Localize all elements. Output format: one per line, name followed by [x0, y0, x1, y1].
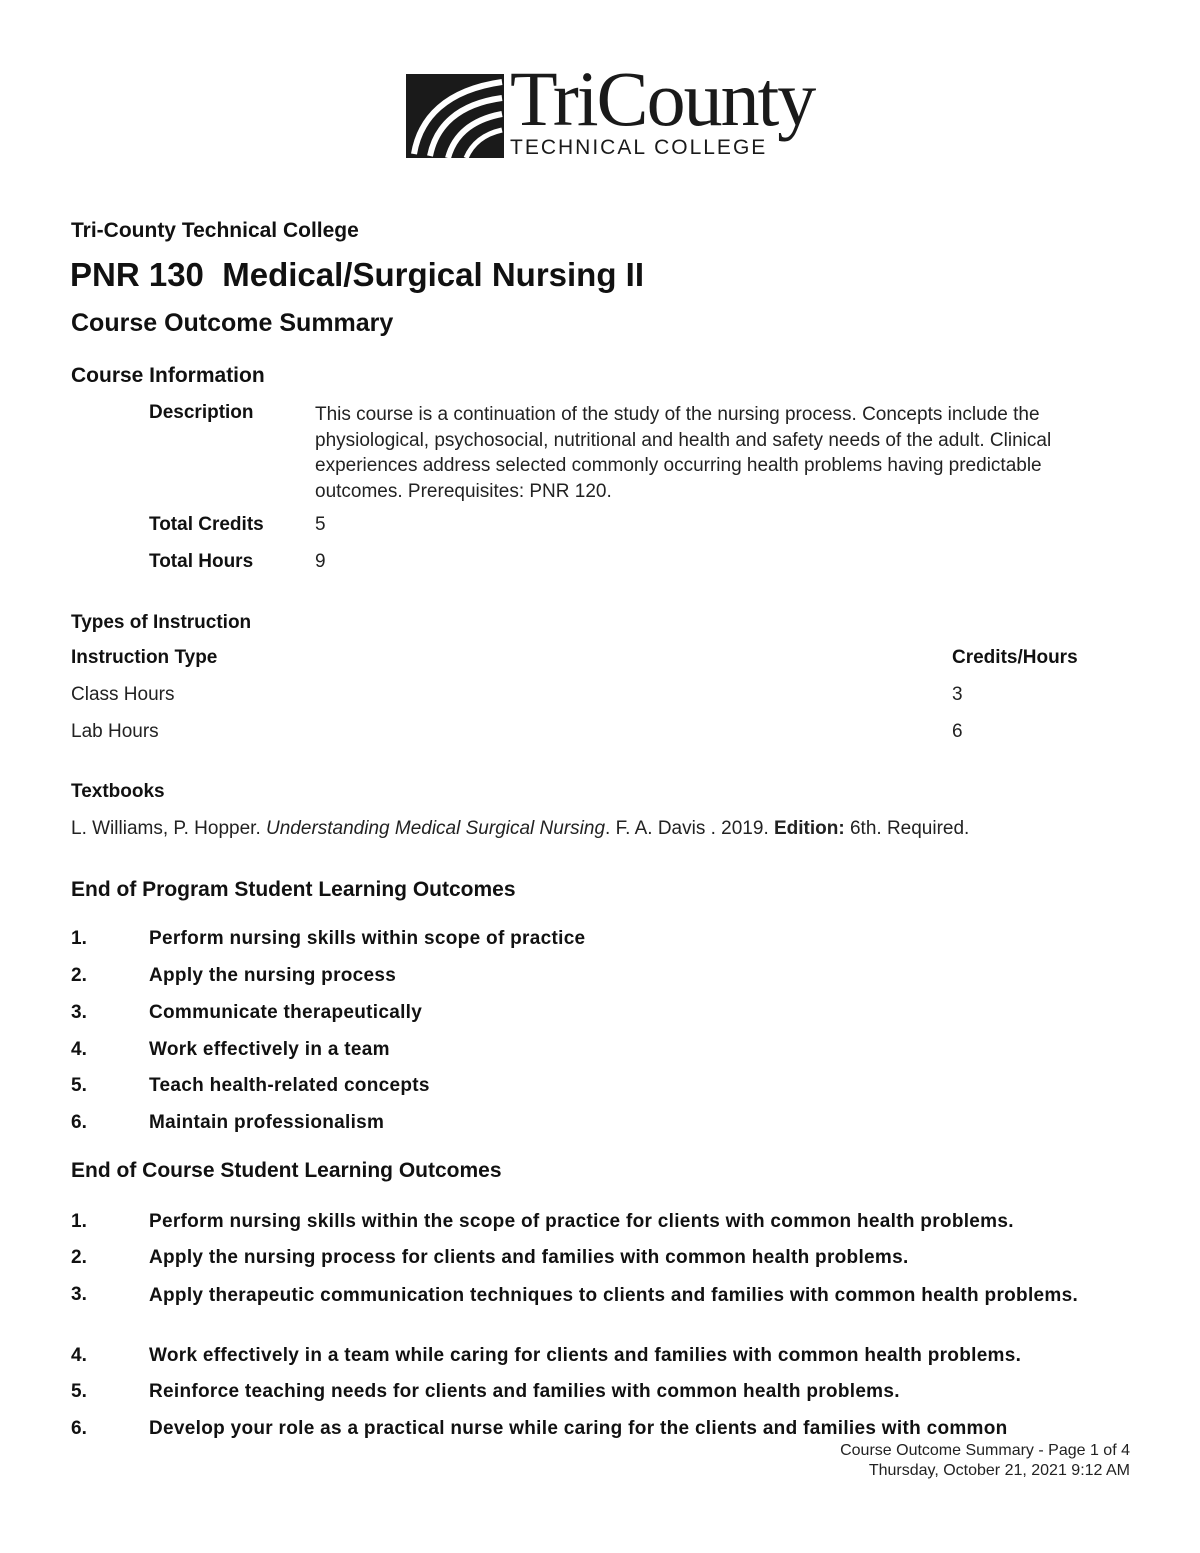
list-item-number: 1. [71, 1211, 87, 1232]
description-label: Description [149, 402, 254, 423]
instruction-heading: Types of Instruction [71, 612, 252, 633]
list-item-number: 2. [71, 965, 87, 986]
list-item-number: 4. [71, 1039, 87, 1060]
list-item-number: 5. [71, 1075, 87, 1096]
description-text: This course is a continuation of the study of the nursing process. Concepts include the physiological, psychosocial, nutritional and health and safety needs of the adult. Clinical experiences address selected commonly occurring health problems having predictable outcomes. Prerequisites: PNR 120. [315, 404, 1052, 502]
list-item: Work effectively in a team [149, 1039, 390, 1060]
logo-subline: TECHNICAL COLLEGE [510, 136, 768, 159]
list-item: Teach health-related concepts [149, 1075, 430, 1096]
list-item: Develop your role as a practical nurse while caring for the clients and families with common [149, 1418, 1008, 1439]
list-item: Perform nursing skills within scope of practice [149, 928, 586, 949]
table-row-value: 6 [952, 721, 963, 742]
list-item: Perform nursing skills within the scope of practice for clients with common health problems. [149, 1211, 1014, 1232]
list-item-number: 5. [71, 1381, 87, 1402]
total-hours-label: Total Hours [149, 551, 254, 572]
credits-hours-header: Credits/Hours [952, 647, 1078, 668]
logo-emblem-icon [406, 68, 506, 160]
program-outcomes-heading: End of Program Student Learning Outcomes [71, 878, 516, 901]
textbook-edition: 6th. Required. [844, 818, 970, 839]
total-hours-value: 9 [315, 551, 326, 572]
table-row-type: Class Hours [71, 684, 175, 705]
logo-wordmark: TriCounty [510, 55, 815, 142]
print-timestamp: Thursday, October 21, 2021 9:12 AM [868, 1462, 1130, 1479]
list-item-number: 3. [71, 1284, 87, 1305]
college-name: Tri-County Technical College [71, 219, 359, 242]
list-item-number: 6. [71, 1112, 87, 1133]
textbook-authors: L. Williams, P. Hopper. [71, 818, 267, 839]
textbook-title: Understanding Medical Surgical Nursing [266, 818, 606, 839]
edition-label: Edition: [774, 818, 845, 839]
list-item-number: 6. [71, 1418, 87, 1439]
list-item: Reinforce teaching needs for clients and families with common health problems. [149, 1381, 900, 1402]
list-item: Communicate therapeutically [149, 1002, 423, 1023]
list-item-number: 3. [71, 1002, 87, 1023]
table-row-type: Lab Hours [71, 721, 159, 742]
list-item: Work effectively in a team while caring for clients and families with common health problems. [149, 1345, 1022, 1366]
textbook-publisher: . F. A. Davis . 2019. [605, 818, 774, 839]
page-number: Course Outcome Summary - Page 1 of 4 [840, 1442, 1130, 1459]
college-logo [406, 55, 815, 160]
list-item: Apply therapeutic communication techniques to clients and families with common health problems. [149, 1285, 1079, 1306]
course-outcomes-heading: End of Course Student Learning Outcomes [71, 1159, 502, 1182]
instruction-type-header: Instruction Type [71, 647, 218, 668]
list-item-number: 1. [71, 928, 87, 949]
textbooks-heading: Textbooks [71, 781, 165, 802]
list-item: Maintain professionalism [149, 1112, 385, 1133]
table-row-value: 3 [952, 684, 963, 705]
list-item: Apply the nursing process [149, 965, 397, 986]
course-info-heading: Course Information [71, 364, 265, 387]
total-credits-label: Total Credits [149, 514, 264, 535]
list-item: Apply the nursing process for clients and families with common health problems. [149, 1247, 909, 1268]
list-item-number: 4. [71, 1345, 87, 1366]
list-item-number: 2. [71, 1247, 87, 1268]
course-title: PNR 130 Medical/Surgical Nursing II [70, 256, 645, 293]
total-credits-value: 5 [315, 514, 326, 535]
textbook-citation [71, 818, 969, 840]
summary-title: Course Outcome Summary [71, 309, 394, 337]
